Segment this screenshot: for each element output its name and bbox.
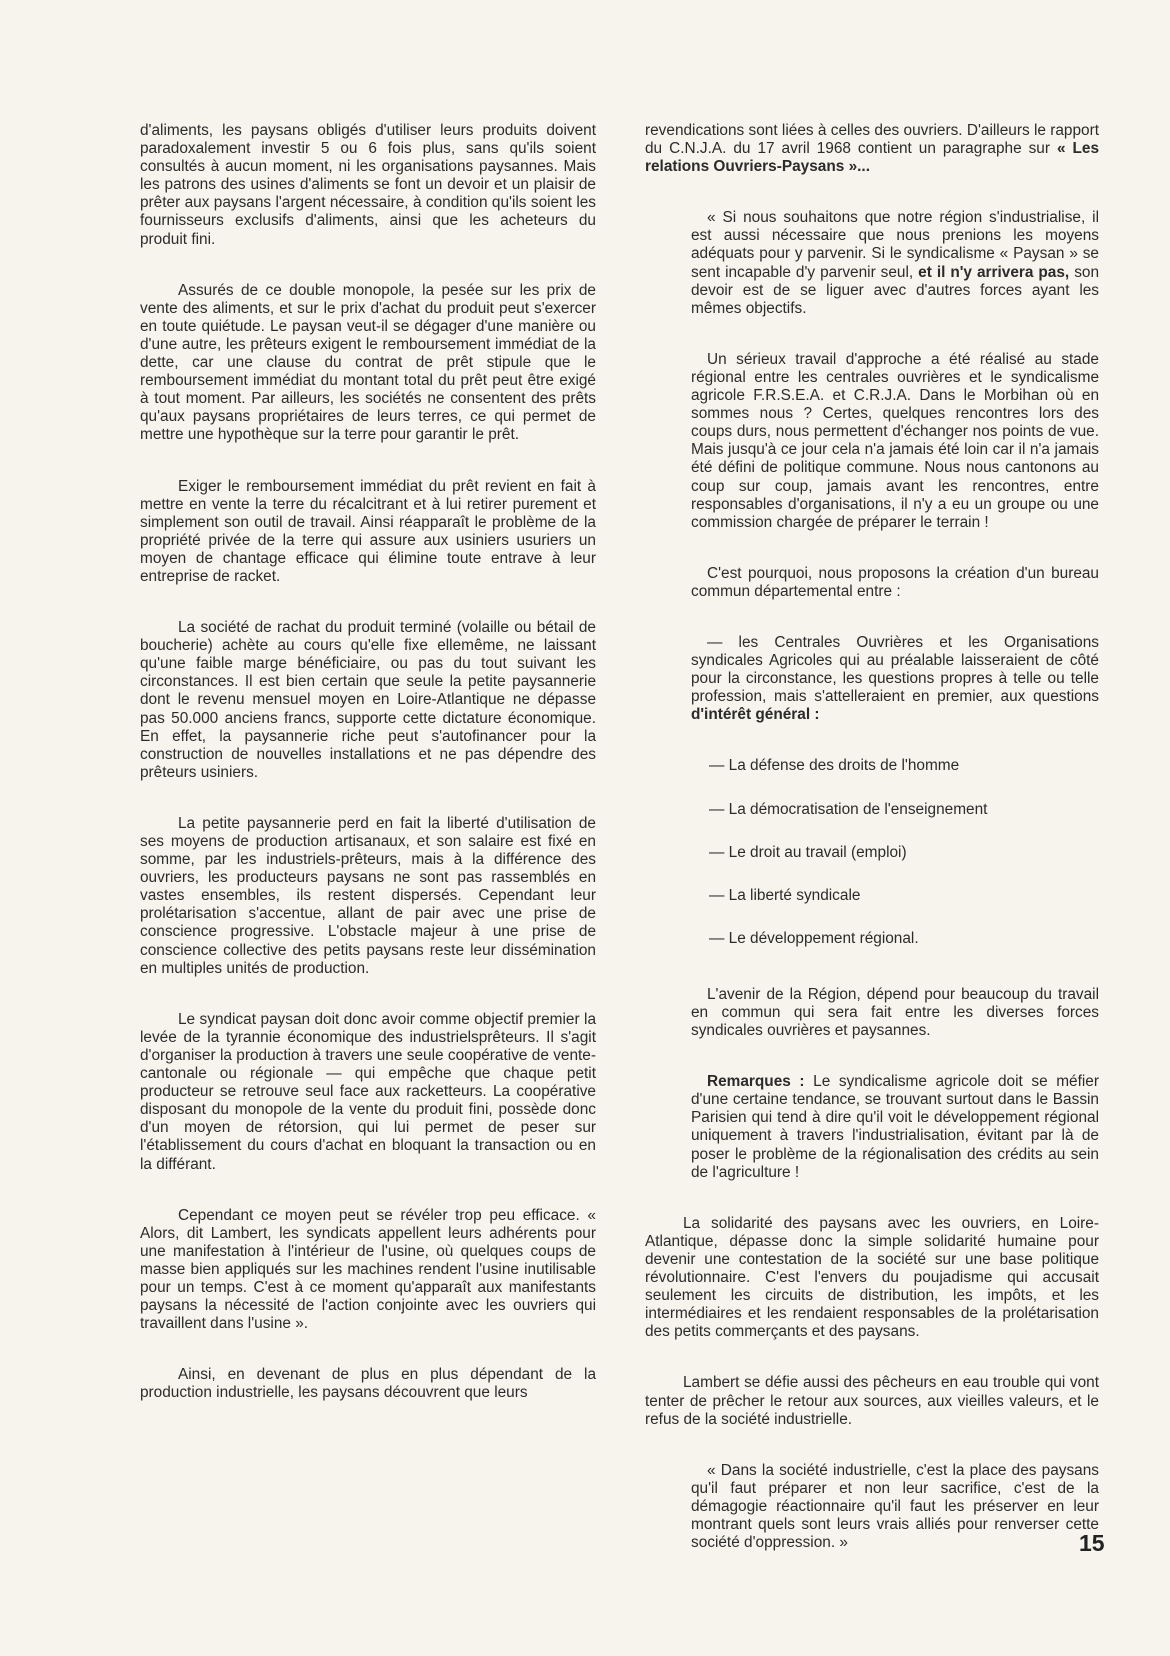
text-run: — les Centrales Ouvrières et les Organisations syndicales Agricoles qui au préalable laisseraient de côté pour la circonstance, les questions propres à telle ou telle profession, mais s'attelleraient en premier, aux questions	[691, 633, 1099, 706]
paragraph: d'aliments, les paysans obligés d'utiliser leurs produits doivent paradoxalement investir 5 ou 6 fois plus, sans qu'ils soient consultés à aucun moment, ni les organisations paysannes. Mais les patrons des usines d'aliments se font un devoir et un plaisir de prêter aux paysans l'argent nécessaire, à condition qu'ils soient les fournisseurs exclusifs d'aliments, ainsi que les acheteurs du produit fini.	[140, 122, 596, 248]
text-run: « Si nous souhaitons que notre région s'industrialise, il est aussi nécessaire que nous prenions les moyens adéquats pour y parvenir. Si le syndicalisme « Paysan » se sent incapable d'y parvenir seul,	[691, 209, 1099, 281]
quote-paragraph: C'est pourquoi, nous proposons la création d'un bureau commun départemental entre :	[691, 564, 1099, 600]
paragraph: Le syndicat paysan doit donc avoir comme objectif premier la levée de la tyrannie économique des industrielsprêteurs. Il s'agit d'organiser la production à travers une seule coopérative de vente-cantonale ou régionale — qui empêche que chaque petit producteur se retrouve seul face aux racketteurs. La coopérative disposant du monopole de la vente du produit fini, possède donc d'un moyen de rétorsion, qui lui permet de peser sur l'établissement du cours d'achat en bloquant la transaction ou en la différant.	[140, 1010, 596, 1173]
list-item: — La défense des droits de l'homme	[709, 757, 960, 775]
paragraph: Ainsi, en devenant de plus en plus dépendant de la production industrielle, les paysans découvrent que leurs	[140, 1366, 596, 1402]
text-run: son devoir est de se liguer avec d'autres forces ayant les mêmes objectifs.	[691, 263, 1100, 317]
list-item: — La liberté syndicale	[709, 886, 861, 904]
paragraph: La petite paysannerie perd en fait la liberté d'utilisation de ses moyens de production artisanaux, et son salaire est fixé en somme, par les industriels-prêteurs, mais à la différence des ouvriers, les producteurs paysans ne sont pas rassemblés en vastes ensembles, ils restent dispersés. Cependant leur prolétarisation s'accentue, allant de pair avec une prise de conscience progressive. L'obstacle majeur à une prise de conscience collective des petits paysans reste leur dissémination en multiples unités de production.	[140, 814, 596, 977]
right-column	[645, 122, 1099, 1585]
paragraph	[645, 122, 1099, 176]
remarks-label: Remarques :	[707, 1073, 805, 1091]
quote-paragraph	[691, 1073, 1099, 1182]
page-number: 15	[1079, 1530, 1105, 1556]
bold-text: et il n'y arrivera pas,	[918, 263, 1070, 281]
paragraph: Assurés de ce double monopole, la pesée sur les prix de vente des aliments, et sur le prix d'achat du produit peut s'exercer en toute quiétude. Le paysan veut-il se dégager d'une manière ou d'une autre, les prêteurs exigent le remboursement immédiat de la dette, car une clause du contrat de prêt stipule que le remboursement immédiat du montant total du prêt peut être exigé à tout moment. Par ailleurs, les sociétés ne consentent des prêts qu'aux paysans propriétaires de leurs terres, ce qui permet de mettre une hypothèque sur la terre pour garantir le prêt.	[140, 281, 596, 444]
paragraph: Cependant ce moyen peut se révéler trop peu efficace. « Alors, dit Lambert, les syndicats appellent leurs adhérents pour une manifestation à l'intérieur de l'usine, où quelques coups de masse bien appliqués sur les machines rendent l'usine inutilisable pour un temps. C'est à ce moment qu'apparaît aux manifestants paysans la nécessité de l'action conjointe avec les ouvriers qui travaillent dans l'usine ».	[140, 1206, 596, 1333]
paragraph: Exiger le remboursement immédiat du prêt revient en fait à mettre en vente la terre du récalcitrant et à lui retirer purement et simplement son outil de travail. Ainsi réapparaît le problème de la propriété privée de la terre qui assure aux usiniers usuriers un moyen de chantage efficace qui élimine toute entrave à leur entreprise de racket.	[140, 477, 596, 585]
list-item: — La démocratisation de l'enseignement	[709, 800, 988, 818]
paragraph: La société de rachat du produit terminé (volaille ou bétail de boucherie) achète au cours qu'elle fixe ellemême, ne laissant qu'une faible marge bénéficiaire, ou pas du tout suivant les circonstances. Il est bien certain que seule la petite paysannerie dont le revenu mensuel moyen en Loire-Atlantique ne dépasse pas 50.000 anciens francs, supporte cette dictature économique. En effet, la paysannerie riche peut s'autofinancer pour la construction de nouvelles installations et ne pas dépendre des prêteurs usiniers.	[140, 619, 596, 781]
bold-text: d'intérêt général :	[691, 706, 820, 724]
text-run: revendications sont liées à celles des ouvriers. D'ailleurs le rapport du C.N.J.A. du 17 avril 1968 contient un paragraphe sur	[645, 122, 1099, 158]
bold-text: « Les relations Ouvriers-Paysans »...	[645, 140, 1100, 176]
text-run: Le syndicalisme agricole doit se méfier d'une certaine tendance, se trouvant surtout dans le Bassin Parisien qui tend à dire qu'il voit le développement régional uniquement à travers l'industrialisation, évitant par là de poser le problème de la régionalisation des crédits au sein de l'agriculture !	[691, 1073, 1099, 1181]
list-item: — Le développement régional.	[709, 929, 919, 947]
paragraph: Lambert se défie aussi des pêcheurs en eau trouble qui vont tenter de prêcher le retour aux sources, aux vieilles valeurs, et le refus de la société industrielle.	[645, 1374, 1099, 1428]
list-item: — Le droit au travail (emploi)	[709, 843, 907, 861]
quote-paragraph: « Dans la société industrielle, c'est la place des paysans qu'il faut préparer et non leur sacrifice, c'est de la démagogie réactionnaire qu'il faut les préserver en leur montrant quels sont leurs vrais alliés pour renverser cette société d'oppression. »	[691, 1461, 1099, 1552]
quote-paragraph: Un sérieux travail d'approche a été réalisé au stade régional entre les centrales ouvrières et le syndicalisme agricole F.R.S.E.A. et C.R.J.A. Dans le Morbihan où en sommes nous ? Certes, quelques rencontres lors des coups durs, nous permettent d'échanger nos points de vue. Mais jusqu'à ce jour cela n'a jamais été loin car il n'a jamais été défini de politique commune. Nous nous cantonons au coup sur coup, jamais avant les rencontres, entre responsables d'organisations, il n'y a eu un groupe ou une commission chargée de préparer le terrain !	[691, 350, 1099, 531]
paragraph: La solidarité des paysans avec les ouvriers, en Loire-Atlantique, dépasse donc la simple solidarité humaine pour devenir une contestation de la société sur une base politique révolutionnaire. C'est l'envers du poujadisme qui accusait seulement les circuits de distribution, les impôts, et les intermédiaires et les rendaient responsables de la prolétarisation des petits commerçants et des paysans.	[645, 1214, 1099, 1341]
quote-paragraph: L'avenir de la Région, dépend pour beaucoup du travail en commun qui sera fait entre les diverses forces syndicales ouvrières et paysannes.	[691, 985, 1099, 1040]
quote-paragraph	[691, 634, 1099, 724]
left-column	[140, 122, 596, 1435]
quote-paragraph	[691, 209, 1099, 318]
